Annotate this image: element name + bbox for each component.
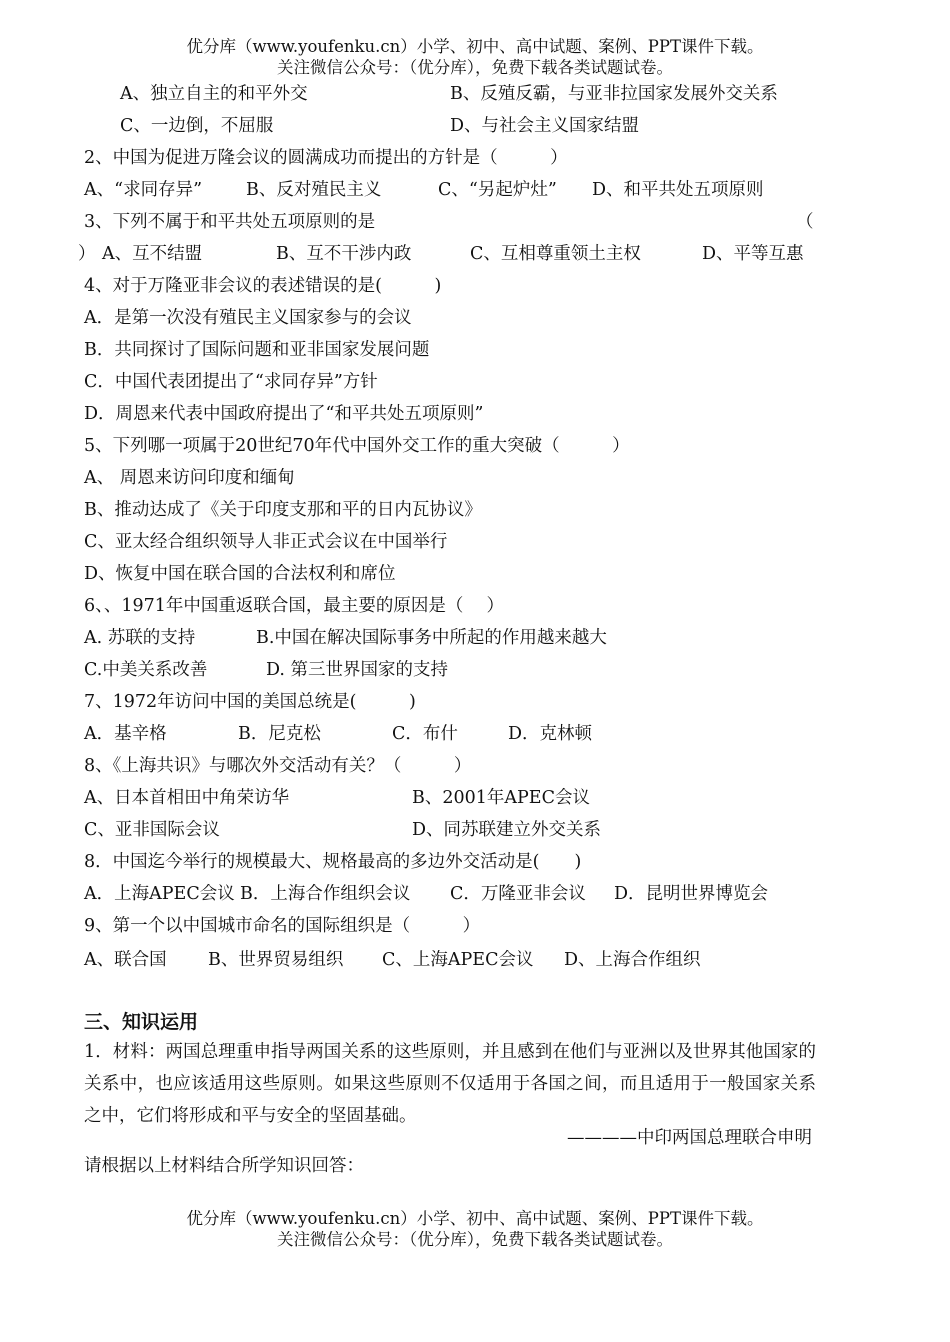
q8b-stem: 8．中国迄今举行的规模最大、规格最高的多边外交活动是( ) (84, 852, 582, 872)
answer-prompt: 请根据以上材料结合所学知识回答： (84, 1156, 364, 1176)
q7-stem: 7、1972年访问中国的美国总统是( ) (84, 692, 416, 712)
q9-option-b: B、世界贸易组织 (208, 950, 344, 970)
q2-option-b: B、反对殖民主义 (246, 180, 382, 200)
q1-option-a: A、独立自主的和平外交 (120, 84, 308, 104)
q8a-option-c: C、亚非国际会议 (84, 820, 220, 840)
q5-option-b: B、推动达成了《关于印度支那和平的日内瓦协议》 (84, 500, 482, 520)
q3-option-c: C、互相尊重领土主权 (470, 244, 641, 264)
q2-option-a: A、“求同存异” (84, 180, 203, 200)
q1-option-b: B、反殖反霸，与亚非拉国家发展外交关系 (450, 84, 778, 104)
q5-stem: 5、下列哪一项属于20世纪70年代中国外交工作的重大突破（ ） (84, 436, 630, 456)
q2-stem: 2、中国为促进万隆会议的圆满成功而提出的方针是（ ） (84, 148, 568, 168)
q7-option-b: B．尼克松 (238, 724, 321, 744)
q2-option-c: C、“另起炉灶” (438, 180, 557, 200)
q5-option-d: D、恢复中国在联合国的合法权利和席位 (84, 564, 396, 584)
q4-option-d: D．周恩来代表中国政府提出了“和平共处五项原则” (84, 404, 484, 424)
q8b-option-d: D．昆明世界博览会 (614, 884, 769, 904)
q2-option-d: D、和平共处五项原则 (592, 180, 764, 200)
q6-option-c: C.中美关系改善 (84, 660, 208, 680)
q6-option-a: A. 苏联的支持 (84, 628, 196, 648)
q8b-option-c: C．万隆亚非会议 (450, 884, 586, 904)
q9-option-d: D、上海合作组织 (564, 950, 701, 970)
q8b-option-a: A．上海APEC会议 (84, 884, 235, 904)
q3-stem: 3、下列不属于和平共处五项原则的是 (84, 212, 376, 232)
q3-option-d: D、平等互惠 (702, 244, 804, 264)
q4-option-b: B．共同探讨了国际问题和亚非国家发展问题 (84, 340, 430, 360)
material-paragraph: 1．材料：两国总理重申指导两国关系的这些原则，并且感到在他们与亚洲以及世界其他国家的关系中，也应该适用这些原则。如果这些原则不仅适用于各国之间，而且适用于一般国家关系之中，它们将形成和平与安全的坚固基础。 (84, 1042, 816, 1126)
q8a-option-d: D、同苏联建立外交关系 (412, 820, 602, 840)
q6-option-b: B.中国在解决国际事务中所起的作用越来越大 (256, 628, 607, 648)
q4-option-c: C．中国代表团提出了“求同存异”方针 (84, 372, 378, 392)
q6-option-d: D. 第三世界国家的支持 (266, 660, 449, 680)
q1-option-d: D、与社会主义国家结盟 (450, 116, 640, 136)
q4-option-a: A．是第一次没有殖民主义国家参与的会议 (84, 308, 412, 328)
q7-option-a: A．基辛格 (84, 724, 167, 744)
q4-stem: 4、对于万隆亚非会议的表述错误的是( ) (84, 276, 442, 296)
q3-paren-open: （ (796, 212, 814, 232)
q9-option-c: C、上海APEC会议 (382, 950, 534, 970)
material-source: ————中印两国总理联合申明 (567, 1128, 812, 1148)
q5-option-a: A、 周恩来访问印度和缅甸 (84, 468, 295, 488)
q9-stem: 9、第一个以中国城市命名的国际组织是（ ） (84, 916, 481, 936)
q8b-option-b: B．上海合作组织会议 (240, 884, 411, 904)
q8a-stem: 8、《上海共识》与哪次外交活动有关？（ ） (84, 756, 472, 776)
q8a-option-a: A、日本首相田中角荣访华 (84, 788, 290, 808)
q1-option-c: C、一边倒，不屈服 (120, 116, 274, 136)
q9-option-a: A、联合国 (84, 950, 167, 970)
header-line-2: 关注微信公众号：（优分库），免费下载各类试题试卷。 (277, 58, 673, 77)
q6-stem: 6、、1971年中国重返联合国，最主要的原因是（ ） (84, 596, 504, 616)
section-3-heading: 三、知识运用 (84, 1011, 199, 1033)
q8a-option-b: B、2001年APEC会议 (412, 788, 590, 808)
q3-option-a: A、互不结盟 (102, 244, 203, 264)
q5-option-c: C、亚太经合组织领导人非正式会议在中国举行 (84, 532, 448, 552)
q3-option-b: B、互不干涉内政 (276, 244, 412, 264)
q7-option-c: C．布什 (392, 724, 458, 744)
footer-line-2: 关注微信公众号：（优分库），免费下载各类试题试卷。 (277, 1230, 673, 1249)
q3-paren-close: ） (78, 244, 96, 264)
footer-line-1: 优分库（www.youfenku.cn）小学、初中、高中试题、案例、PPT课件下载。 (186, 1209, 764, 1228)
q7-option-d: D．克林顿 (508, 724, 593, 744)
header-line-1: 优分库（www.youfenku.cn）小学、初中、高中试题、案例、PPT课件下载。 (186, 37, 764, 56)
